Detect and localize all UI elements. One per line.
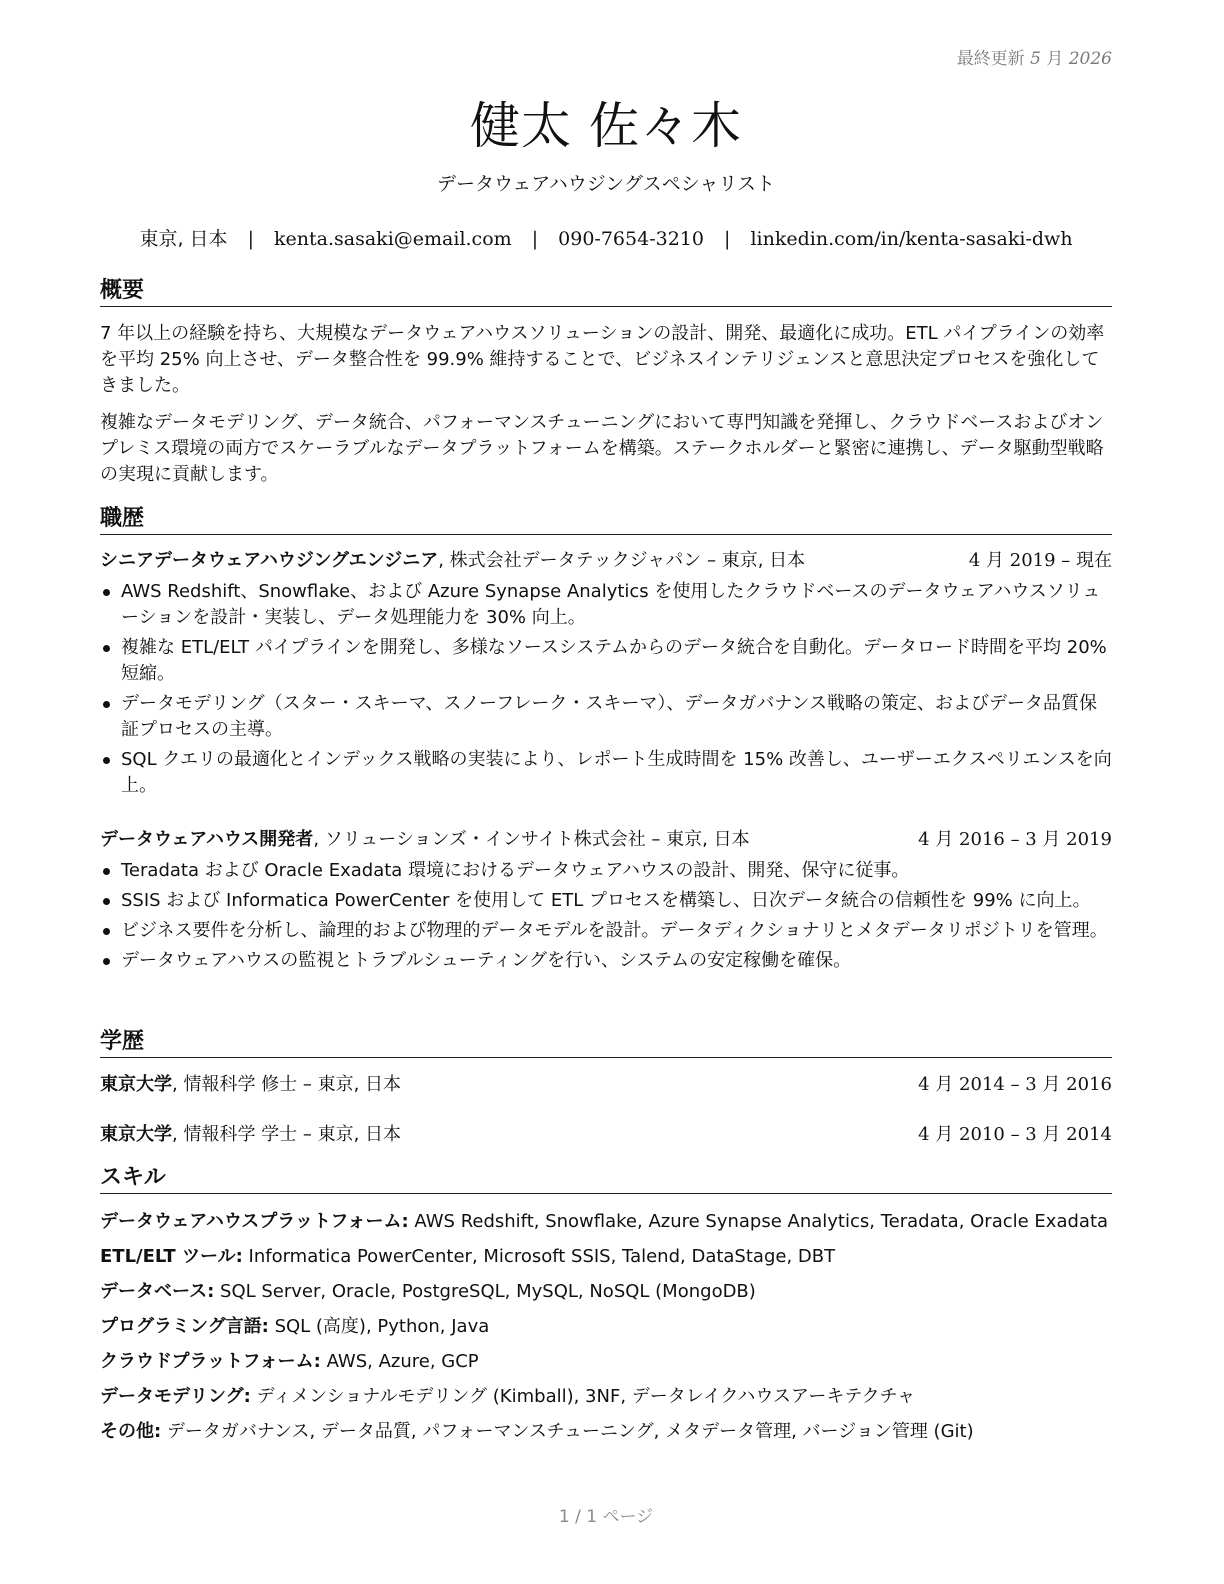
skill-row	[100, 1244, 1112, 1270]
list-item: SSIS および Informatica PowerCenter を使用して ETL プロセスを構築し、日次データ統合の信頼性を 99% に向上。	[100, 888, 1112, 914]
skill-value: Informatica PowerCenter, Microsoft SSIS, Talend, DataStage, DBT	[242, 1246, 836, 1267]
summary-paragraph-2: 複雑なデータモデリング、データ統合、パフォーマンスチューニングにおいて専門知識を発揮し、クラウドベースおよびオンプレミス環境の両方でスケーラブルなデータプラットフォームを構築。ステークホルダーと緊密に連携し、データ駆動型戦略の実現に貢献します。	[100, 412, 1104, 485]
list-item: ビジネス要件を分析し、論理的および物理的データモデルを設計。データディクショナリとメタデータリポジトリを管理。	[100, 918, 1112, 944]
education-dates: 4 月 2010 – 3 月 2014	[918, 1124, 1112, 1145]
contact-phone: 090-7654-3210	[558, 228, 704, 250]
degree-detail: , 情報科学 修士 – 東京, 日本	[172, 1074, 402, 1095]
list-item: データウェアハウスの監視とトラブルシューティングを行い、システムの安定稼働を確保。	[100, 948, 1112, 974]
skill-row	[100, 1349, 1112, 1375]
last-updated	[957, 44, 1112, 69]
skill-label: クラウドプラットフォーム:	[100, 1351, 321, 1372]
job-dates: 4 月 2016 – 3 月 2019	[918, 829, 1112, 850]
skill-value: AWS Redshift, Snowflake, Azure Synapse Analytics, Teradata, Oracle Exadata	[408, 1211, 1109, 1232]
skill-label: その他:	[100, 1421, 162, 1442]
contact-location: 東京, 日本	[139, 228, 228, 250]
skill-row	[100, 1209, 1112, 1235]
resume-page	[100, 0, 1112, 1584]
section-title-summary: 概要	[100, 278, 1112, 307]
skill-label: ETL/ELT ツール:	[100, 1246, 243, 1267]
skill-label: データベース:	[100, 1281, 215, 1302]
page-number: 1 / 1 ページ	[558, 1507, 654, 1527]
list-item: Teradata および Oracle Exadata 環境におけるデータウェアハウスの設計、開発、保守に従事。	[100, 858, 1112, 884]
candidate-name: 健太 佐々木	[470, 97, 742, 155]
summary-paragraph-1: 7 年以上の経験を持ち、大規模なデータウェアハウスソリューションの設計、開発、最適化に成功。ETL パイプラインの効率を平均 25% 向上させ、データ整合性を 99.9% 維持することで、ビジネスインテリジェンスと意思決定プロセスを強化してきました。	[100, 323, 1105, 396]
updated-prefix: 最終更新	[956, 49, 1025, 69]
education-dates: 4 月 2014 – 3 月 2016	[918, 1074, 1112, 1095]
job-dates: 4 月 2019 – 現在	[968, 550, 1112, 571]
skill-value: ディメンショナルモデリング (Kimball), 3NF, データレイクハウスアーキテクチャ	[250, 1386, 916, 1407]
skill-value: AWS, Azure, GCP	[320, 1351, 479, 1372]
list-item: AWS Redshift、Snowflake、および Azure Synapse Analytics を使用したクラウドベースのデータウェアハウスソリューションを設計・実装し、データ処理能力を 30% 向上。	[100, 579, 1112, 631]
job-header-1	[100, 548, 1112, 574]
education-entry-1	[100, 1072, 1112, 1098]
skill-label: プログラミング言語:	[100, 1316, 269, 1337]
school-name: 東京大学	[100, 1074, 172, 1095]
skill-row	[100, 1419, 1112, 1445]
skill-label: データモデリング:	[100, 1386, 251, 1407]
skill-label: データウェアハウスプラットフォーム:	[100, 1211, 409, 1232]
section-title-education: 学歴	[100, 1029, 1112, 1058]
school-name: 東京大学	[100, 1124, 172, 1145]
job-company: , 株式会社データテックジャパン – 東京, 日本	[438, 550, 806, 571]
skill-row	[100, 1279, 1112, 1305]
job-company: , ソリューションズ・インサイト株式会社 – 東京, 日本	[313, 829, 750, 850]
job-header-2	[100, 827, 1112, 853]
skill-row	[100, 1314, 1112, 1340]
job-role: データウェアハウス開発者	[100, 829, 314, 850]
education-entry-2	[100, 1122, 1112, 1148]
section-title-skills: スキル	[100, 1165, 1112, 1194]
job-role: シニアデータウェアハウジングエンジニア	[100, 550, 439, 571]
job-bullets-1	[100, 579, 1112, 803]
list-item: データモデリング（スター・スキーマ、スノーフレーク・スキーマ）、データガバナンス戦略の策定、およびデータ品質保証プロセスの主導。	[100, 691, 1112, 743]
section-title-experience: 職歴	[100, 506, 1112, 535]
skill-value: データガバナンス, データ品質, パフォーマンスチューニング, メタデータ管理, バージョン管理 (Git)	[161, 1421, 974, 1442]
job-bullets-2	[100, 858, 1112, 978]
contact-separator: |	[531, 228, 539, 250]
updated-year: 2026	[1068, 49, 1112, 69]
degree-detail: , 情報科学 学士 – 東京, 日本	[172, 1124, 402, 1145]
contact-separator: |	[247, 228, 254, 250]
contact-linkedin[interactable]: linkedin.com/in/kenta-sasaki-dwh	[750, 228, 1073, 250]
contact-email[interactable]: kenta.sasaki@email.com	[274, 228, 512, 250]
contact-line	[100, 224, 1112, 251]
contact-separator: |	[724, 228, 731, 250]
updated-month: 5	[1030, 49, 1041, 69]
updated-month-unit: 月	[1046, 49, 1064, 69]
skill-value: SQL (高度), Python, Java	[268, 1316, 490, 1337]
list-item: SQL クエリの最適化とインデックス戦略の実装により、レポート生成時間を 15% 改善し、ユーザーエクスペリエンスを向上。	[100, 747, 1112, 799]
skill-value: SQL Server, Oracle, PostgreSQL, MySQL, NoSQL (MongoDB)	[214, 1281, 756, 1302]
skill-row	[100, 1384, 1112, 1410]
candidate-subtitle: データウェアハウジングスペシャリスト	[437, 173, 775, 195]
list-item: 複雑な ETL/ELT パイプラインを開発し、多様なソースシステムからのデータ統合を自動化。データロード時間を平均 20% 短縮。	[100, 635, 1112, 687]
